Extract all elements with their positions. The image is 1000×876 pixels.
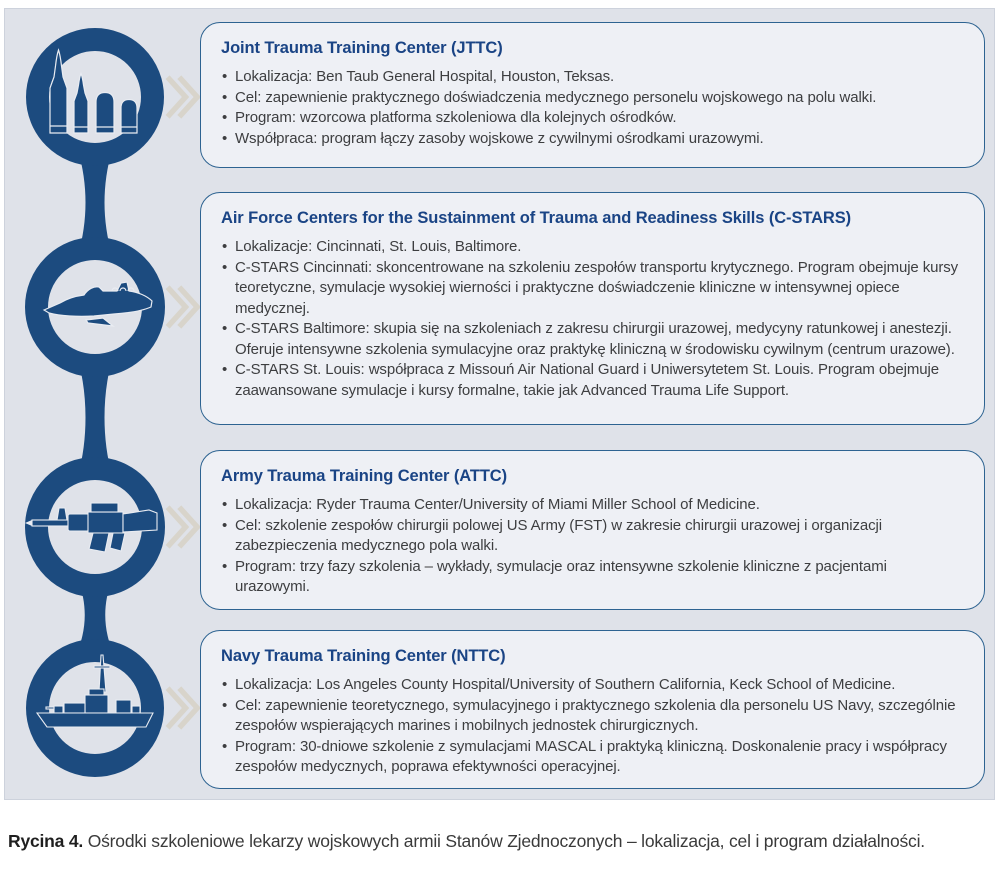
figure-caption-label: Rycina 4. [8,831,84,851]
section-title: Joint Trauma Training Center (JTTC) [221,39,503,57]
section-item-list [221,495,964,598]
list-item: • Lokalizacja: Los Angeles County Hospital/University of Southern California, Keck School of Medicine. [221,675,964,696]
section-item-list [221,675,964,778]
section-box-nttc [200,630,985,789]
list-item: • Program: 30-dniowe szkolenie z symulacjami MASCAL i praktyką kliniczną. Doskonalenie pracy i współpracy zespołów medycznych, poprawa efektywności operacyjnej. [221,737,964,778]
section-title: Navy Trauma Training Center (NTTC) [221,647,506,665]
section-item-list [221,67,964,149]
fighter-jet-icon [44,282,152,326]
double-chevron-right-icon [164,501,200,553]
list-item: • C-STARS St. Louis: współpraca z Missouń Air National Guard i Uniwersytetem St. Louis. Program obejmuje zaawansowane symulacje i kursy formalne, takie jak Advanced Trauma Life Support. [221,360,964,401]
section-box-cstars [200,192,985,425]
section-title: Air Force Centers for the Sustainment of Trauma and Readiness Skills (C-STARS) [221,209,852,227]
double-chevron-right-icon [164,281,200,333]
double-chevron-right-icon [164,71,200,123]
list-item: • C-STARS Cincinnati: skoncentrowane na szkoleniu zespołów transportu krytycznego. Program obejmuje kursy teoretyczne, symulacje wysokiej wierności i praktyczne doświadczenie kliniczne w intensywnej opiece medycznej. [221,258,964,320]
section-box-attc [200,450,985,610]
list-item: • Cel: szkolenie zespołów chirurgii polowej US Army (FST) w zakresie chirurgii urazowej i organizacji zabezpieczenia medycznego pola walki. [221,516,964,557]
section-box-jttc [200,22,985,168]
list-item: • Współpraca: program łączy zasoby wojskowe z cywilnymi ośrodkami urazowymi. [221,129,964,150]
list-item: • Cel: zapewnienie praktycznego doświadczenia medycznego personelu wojskowego na polu walki. [221,88,964,109]
figure-caption [8,830,994,852]
double-chevron-right-icon [164,682,200,734]
figure-caption-text: Ośrodki szkoleniowe lekarzy wojskowych armii Stanów Zjednoczonych – lokalizacja, cel i program działalności. [87,831,925,851]
list-item: • Lokalizacja: Ben Taub General Hospital, Houston, Teksas. [221,67,964,88]
list-item: • Program: wzorcowa platforma szkoleniowa dla kolejnych ośrodków. [221,108,964,129]
section-title: Army Trauma Training Center (ATTC) [221,467,508,485]
section-item-list [221,237,964,401]
list-item: • Program: trzy fazy szkolenia – wykłady, symulacje oraz intensywne szkolenie kliniczne z pacjentami urazowymi. [221,557,964,598]
list-item: • C-STARS Baltimore: skupia się na szkoleniach z zakresu chirurgii urazowej, medycyny ratunkowej i anestezji. Oferuje intensywne szkolenia symulacyjne oraz praktykę kliniczną w środowisku cywilnym (centrum urazowe). [221,319,964,360]
list-item: • Lokalizacje: Cincinnati, St. Louis, Baltimore. [221,237,964,258]
list-item: • Cel: zapewnienie teoretycznego, symulacyjnego i praktycznego szkolenia dla personelu US Navy, szczególnie zespołów wspierających marines i mobilnych jednostek chirurgicznych. [221,696,964,737]
list-item: • Lokalizacja: Ryder Trauma Center/University of Miami Miller School of Medicine. [221,495,964,516]
